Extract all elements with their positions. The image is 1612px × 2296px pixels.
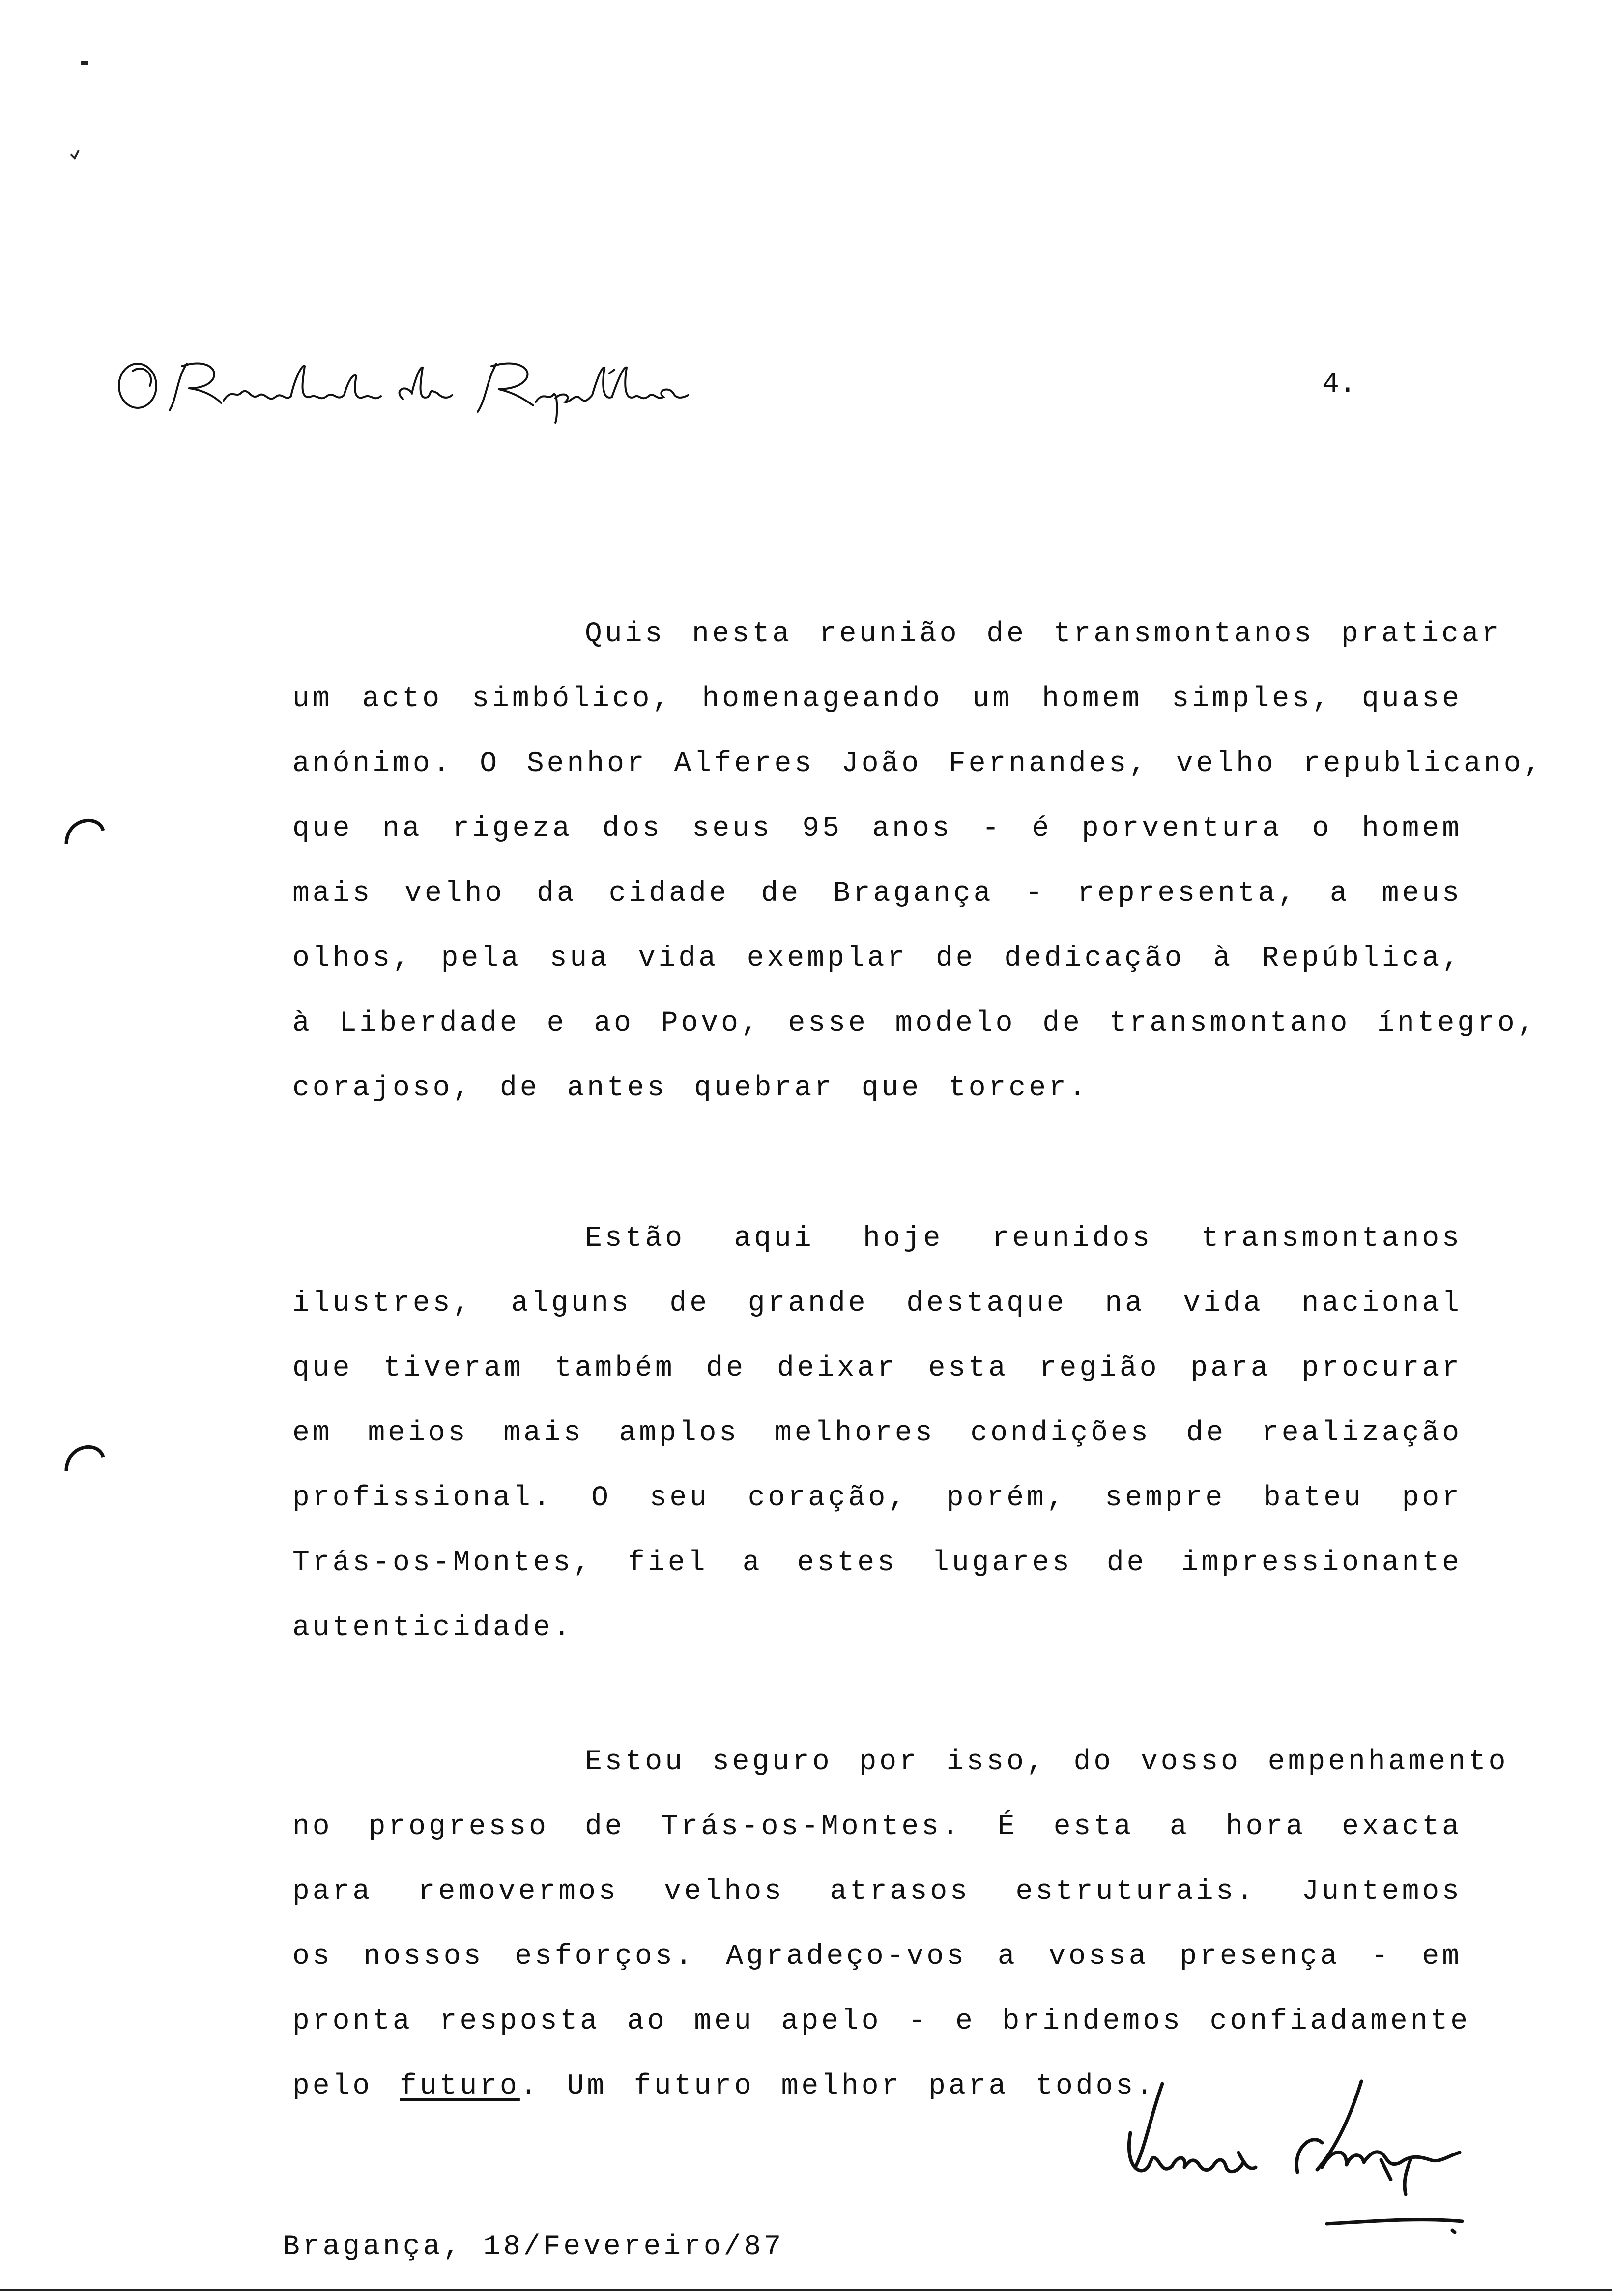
paragraph-line: corajoso, de antes quebrar que torcer. [292, 1072, 1089, 1104]
last-line-post: . Um futuro melhor para todos. [519, 2070, 1156, 2102]
scan-tick-mark [69, 147, 84, 162]
paragraph-line: que tiveram também de deixar esta região para procurar [292, 1352, 1462, 1384]
place-date: Bragança, 18/Fevereiro/87 [283, 2231, 784, 2263]
paragraph-line: ilustres, alguns de grande destaque na vida nacional [292, 1288, 1462, 1320]
paragraph-line: olhos, pela sua vida exemplar de dedicação à República, [292, 943, 1462, 975]
paragraph-line: anónimo. O Senhor Alferes João Fernandes, velho republicano, [292, 748, 1544, 780]
paragraph-line: profissional. O seu coração, porém, sempre bateu por [292, 1482, 1462, 1514]
paragraph-line: para removermos velhos atrasos estruturais. Juntemos [292, 1876, 1462, 1908]
paragraph-3 [292, 1730, 1509, 2119]
paragraph-1 [292, 602, 1544, 1121]
letterhead-script [108, 344, 722, 428]
last-line-pre: pelo [292, 2070, 400, 2102]
paragraph-line: Estou seguro por isso, do vosso empenhamento [585, 1746, 1509, 1778]
punch-hole-mark [61, 811, 106, 845]
paragraph-2 [292, 1206, 1462, 1661]
underlined-word: futuro [400, 2070, 520, 2102]
paragraph-line: à Liberdade e ao Povo, esse modelo de transmontano íntegro, [292, 1007, 1538, 1039]
paragraph-line: pronta resposta ao meu apelo - e brindemos confiadamente [292, 2006, 1471, 2038]
paragraph-line: no progresso de Trás-os-Montes. É esta a hora exacta [292, 1811, 1462, 1843]
page-number: 4. [1322, 369, 1356, 401]
punch-hole-mark [61, 1437, 106, 1472]
paragraph-line: Quis nesta reunião de transmontanos praticar [585, 618, 1502, 650]
paragraph-line: mais velho da cidade de Bragança - representa, a meus [292, 878, 1462, 910]
page-bottom-edge [0, 2289, 1612, 2291]
scan-mark [81, 61, 88, 65]
paragraph-line: Trás-os-Montes, fiel a estes lugares de impressionante [292, 1547, 1462, 1579]
paragraph-line: Estão aqui hoje reunidos transmontanos [585, 1223, 1462, 1255]
paragraph-line: que na rigeza dos seus 95 anos - é porventura o homem [292, 813, 1462, 845]
paragraph-line: autenticidade. [292, 1612, 574, 1644]
paragraph-line: um acto simbólico, homenageando um homem simples, quase [292, 683, 1462, 715]
letterhead-script-drawing [108, 344, 722, 428]
paragraph-line: os nossos esforços. Agradeço-vos a vossa presença - em [292, 1941, 1462, 1973]
handwritten-signature [1116, 2074, 1469, 2261]
paragraph-line: em meios mais amplos melhores condições de realização [292, 1417, 1462, 1449]
signature-drawing [1116, 2074, 1469, 2261]
